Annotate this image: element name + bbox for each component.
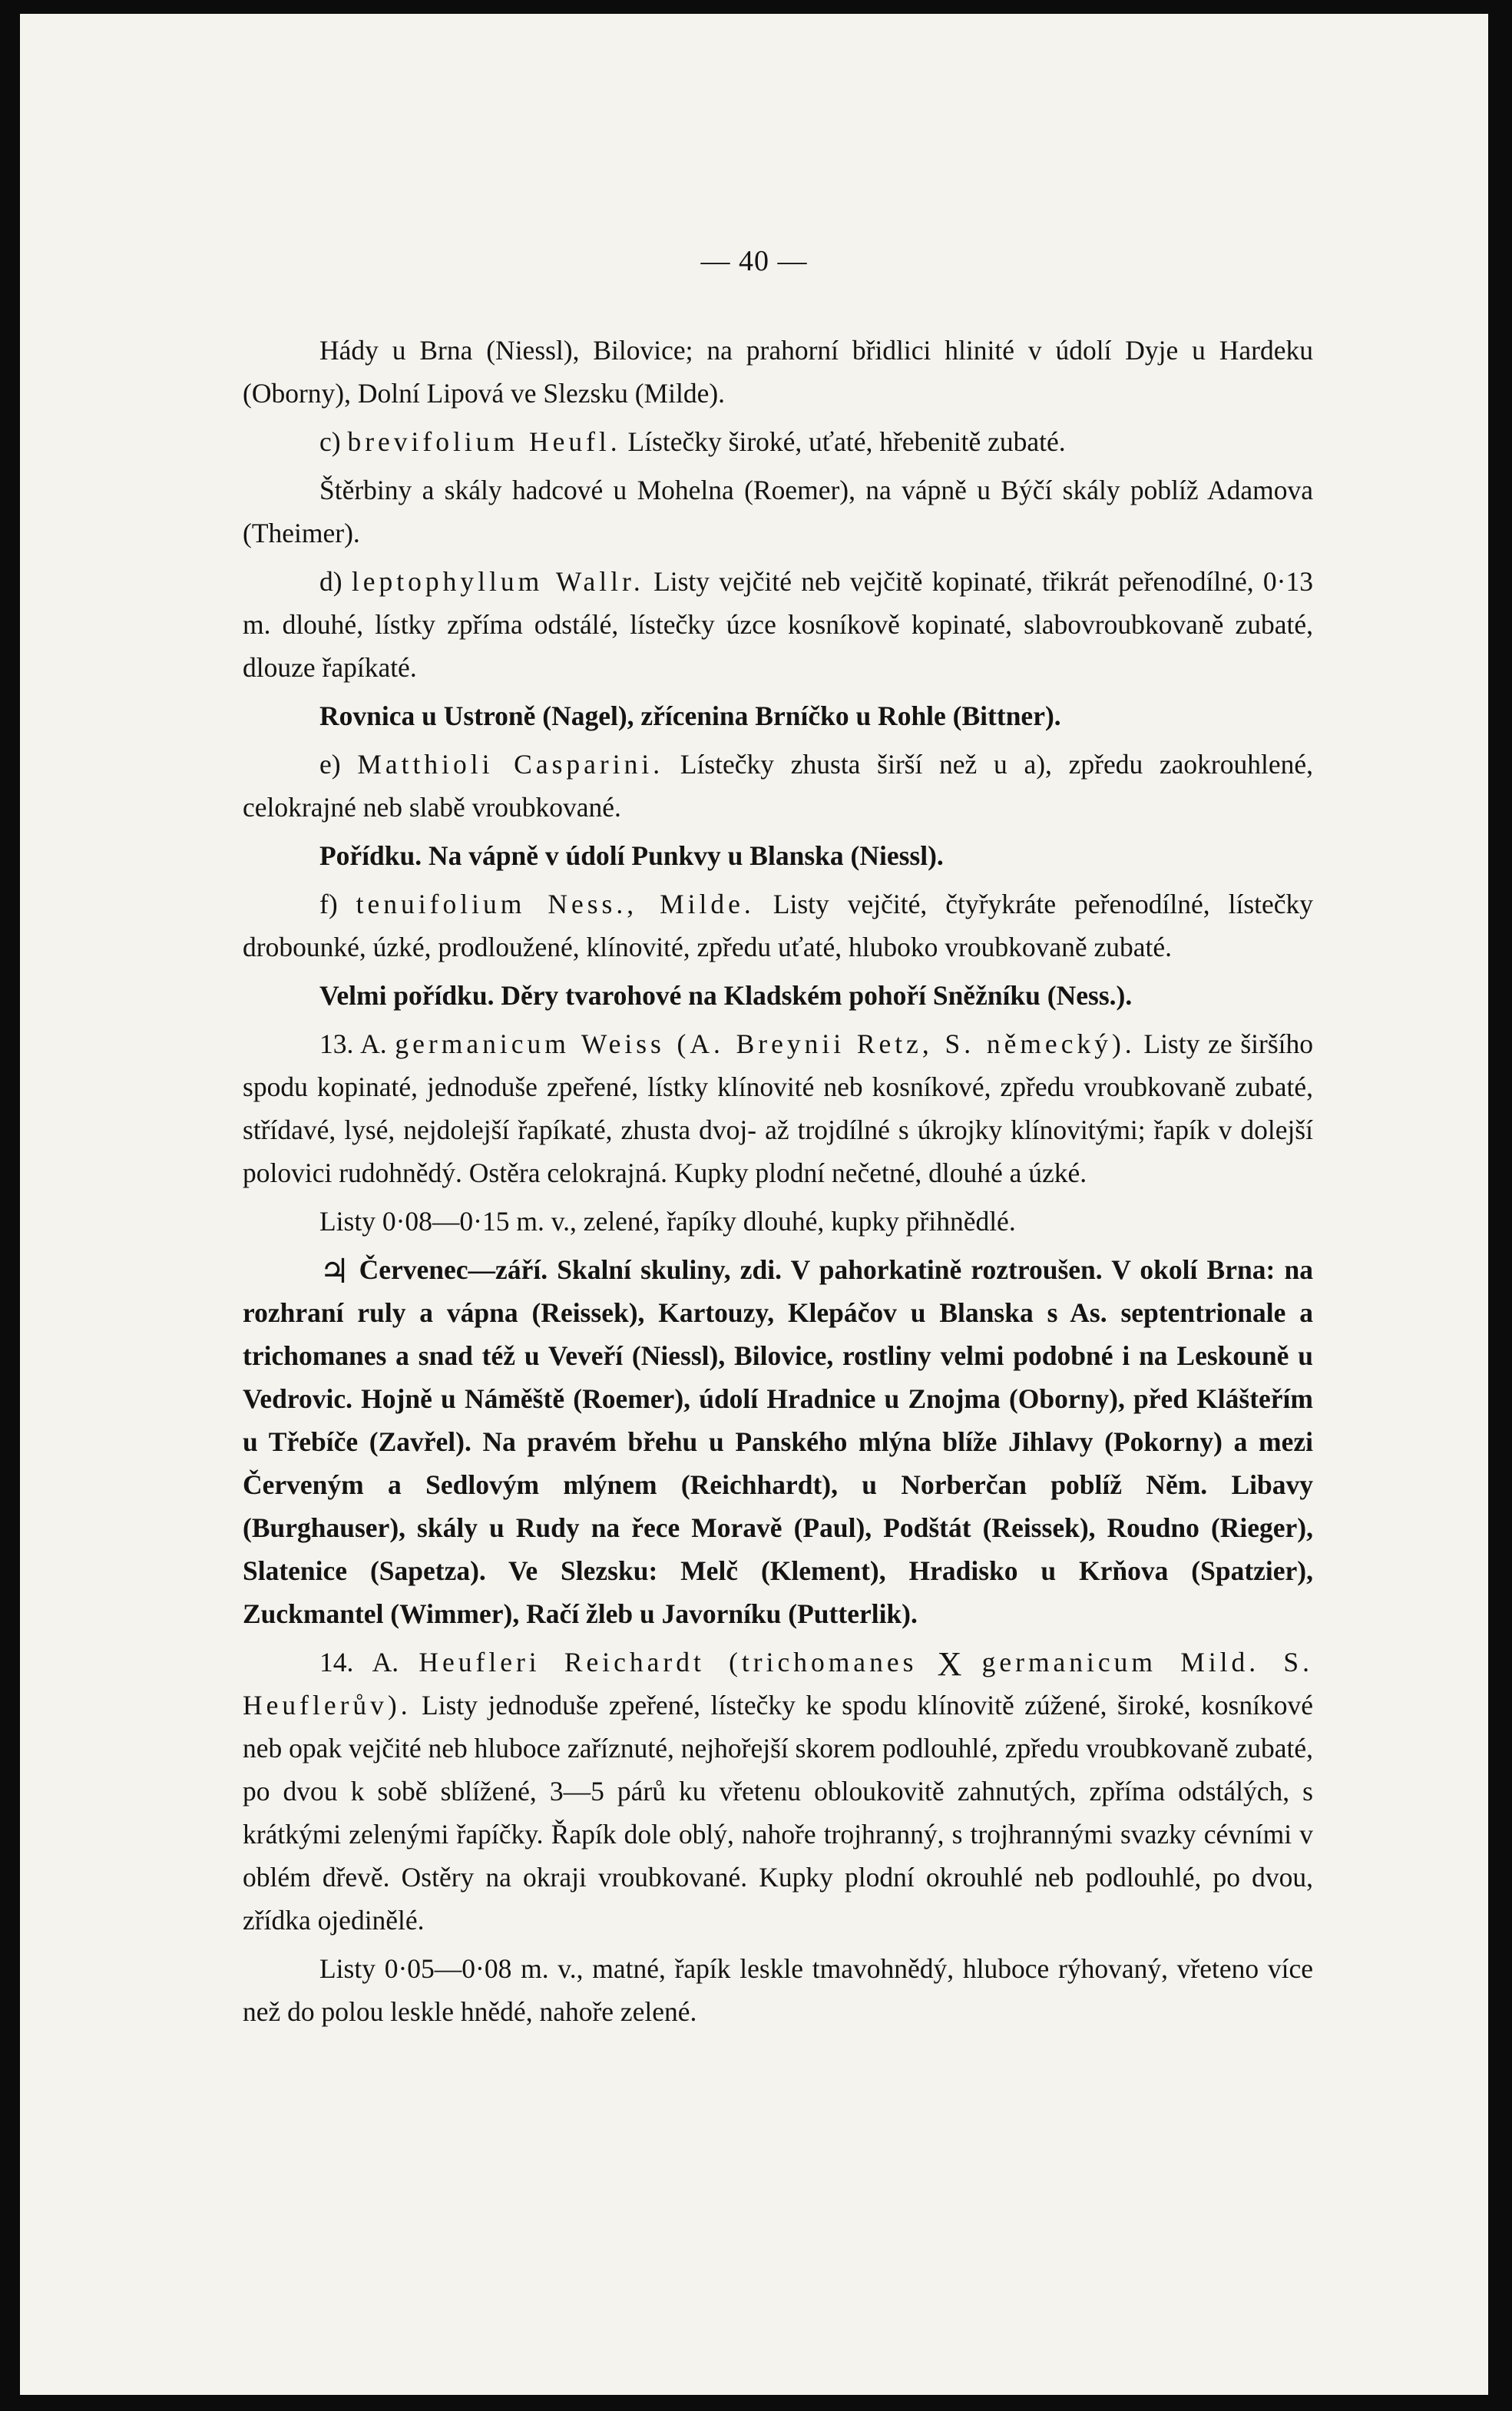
variety-d-entry: d) leptophyllum Wallr. Listy vejčité neb vejčitě kopinaté, třikrát peřenodílné, 0·13 m. dlouhé, lístky zpříma odstálé, lístečky úzce kosníkově kopinaté, slabovroubkovaně zubaté, dlouze řapíkaté. — [243, 566, 1313, 683]
paragraph-dimensions-14: Listy 0·05—0·08 m. v., matné, řapík leskle tmavohnědý, hluboce rýhovaný, vřeteno více než do polou leskle hnědé, nahoře zelené. — [243, 1953, 1313, 2027]
paragraph-localities-5: Velmi pořídku. Děry tvarohové na Kladském pohoří Sněžníku (Ness.). — [319, 980, 1133, 1011]
book-page — [20, 14, 1488, 2395]
species-14-entry: 14. A. Heufleri Reichardt (trichomanes X germanicum Mild. S. Heuflerův). Listy jednoduše zpeřené, lístečky ke spodu klínovitě zúžené, široké, kosníkové neb opak vejčité neb hluboce zaříznuté, nejhořejší skorem podlouhlé, zpředu vroubkovaně zubaté, po dvou k sobě sblížené, 3—5 párů ku vřetenu obloukovitě zahnutých, zpříma odstálých, s krátkými zelenými řapíčky. Řapík dole oblý, nahoře trojhranný, s trojhrannými svazky cévními v oblém dřevě. Ostěry na okraji vroubkované. Kupky plodní okrouhlé neb podlouhlé, po dvou, zřídka ojedinělé. — [243, 1645, 1314, 1936]
species-13-entry: 13. A. germanicum Weiss (A. Breynii Retz, S. německý). Listy ze širšího spodu kopinaté, jednoduše zpeřené, lístky klínovité neb kosníkové, zpředu vroubkovaně zubaté, střídavé, lysé, nejdolejší řapíkaté, zhusta dvoj- až trojdílné s úkrojky klínovitými; řapík v dolejší polovici rudohnědý. Ostěra celokrajná. Kupky plodní nečetné, dlouhé a úzké. — [243, 1028, 1314, 1188]
variety-f-entry: f) tenuifolium Ness., Milde. Listy vejčité, čtyřykráte peřenodílné, lístečky drobounké, úzké, prodloužené, klínovité, zpředu uťaté, hluboko vroubkovaně zubaté. — [243, 889, 1314, 962]
taxon-name: germanicum Weiss (A. Breynii Retz, S. německý). — [395, 1028, 1136, 1059]
taxon-name: Heufleri Reichardt (trichomanes — [419, 1647, 918, 1677]
variety-e-entry: e) Matthioli Casparini. Lístečky zhusta širší než u a), zpředu zaokrouhlené, celokrajné neb slabě vroubkované. — [243, 749, 1314, 823]
paragraph-localities-4: Pořídku. Na vápně v údolí Punkvy u Blanska (Niessl). — [319, 840, 944, 871]
paragraph-localities-2: Štěrbiny a skály hadcové u Mohelna (Roemer), na vápně u Býčí skály poblíž Adamova (Theimer). — [243, 475, 1313, 548]
taxon-name: brevifolium Heufl. — [347, 426, 621, 457]
taxon-name: Matthioli Casparini. — [357, 749, 664, 780]
paragraph-dimensions-13: Listy 0·08—0·15 m. v., zelené, řapíky dlouhé, kupky přihnědlé. — [319, 1206, 1016, 1237]
paragraph-localities-3: Rovnica u Ustroně (Nagel), zřícenina Brníčko u Rohle (Bittner). — [319, 700, 1061, 731]
taxon-name: leptophyllum Wallr. — [351, 566, 644, 597]
page-number: — 40 — — [700, 245, 808, 277]
perennial-symbol-icon: ♃ — [319, 1253, 350, 1290]
taxon-name: tenuifolium Ness., Milde. — [356, 889, 755, 919]
paragraph-localities-13: ♃ Červenec—září. Skalní skuliny, zdi. V pahorkatině roztroušen. V okolí Brna: na rozhraní ruly a vápna (Reissek), Kartouzy, Klepáčov u Blanska s As. septentrionale a trichomanes a snad též u Veveří (Niessl), Bilovice, rostliny velmi podobné i na Leskouně u Vedrovic. Hojně u Náměště (Roemer), údolí Hradnice u Znojma (Oborny), před Klášteřím u Třebíče (Zavřel). Na pravém břehu u Panského mlýna blíže Jihlavy (Pokorny) a mezi Červeným a Sedlovým mlýnem (Reichhardt), u Norberčan poblíž Něm. Libavy (Burghauser), skály u Rudy na řece Moravě (Paul), Podštát (Reissek), Roudno (Rieger), Slatenice (Sapetza). Ve Slezsku: Melč (Klement), Hradisko u Krňova (Spatzier), Zuckmantel (Wimmer), Račí žleb u Javorníku (Putterlik). — [243, 1253, 1313, 1629]
taxon-name-2: germanicum Mild. S. Heuflerův). — [243, 1647, 1314, 1720]
variety-c-entry: c) brevifolium Heufl. Lístečky široké, uťaté, hřebenitě zubaté. — [319, 426, 1066, 457]
paragraph-localities-1: Hády u Brna (Niessl), Bilovice; na prahorní břidlici hlinité v údolí Dyje u Hardeku (Oborny), Dolní Lipová ve Slezsku (Milde). — [243, 335, 1313, 409]
page-body — [243, 329, 1313, 2038]
hybrid-cross-icon: X — [937, 1645, 962, 1683]
